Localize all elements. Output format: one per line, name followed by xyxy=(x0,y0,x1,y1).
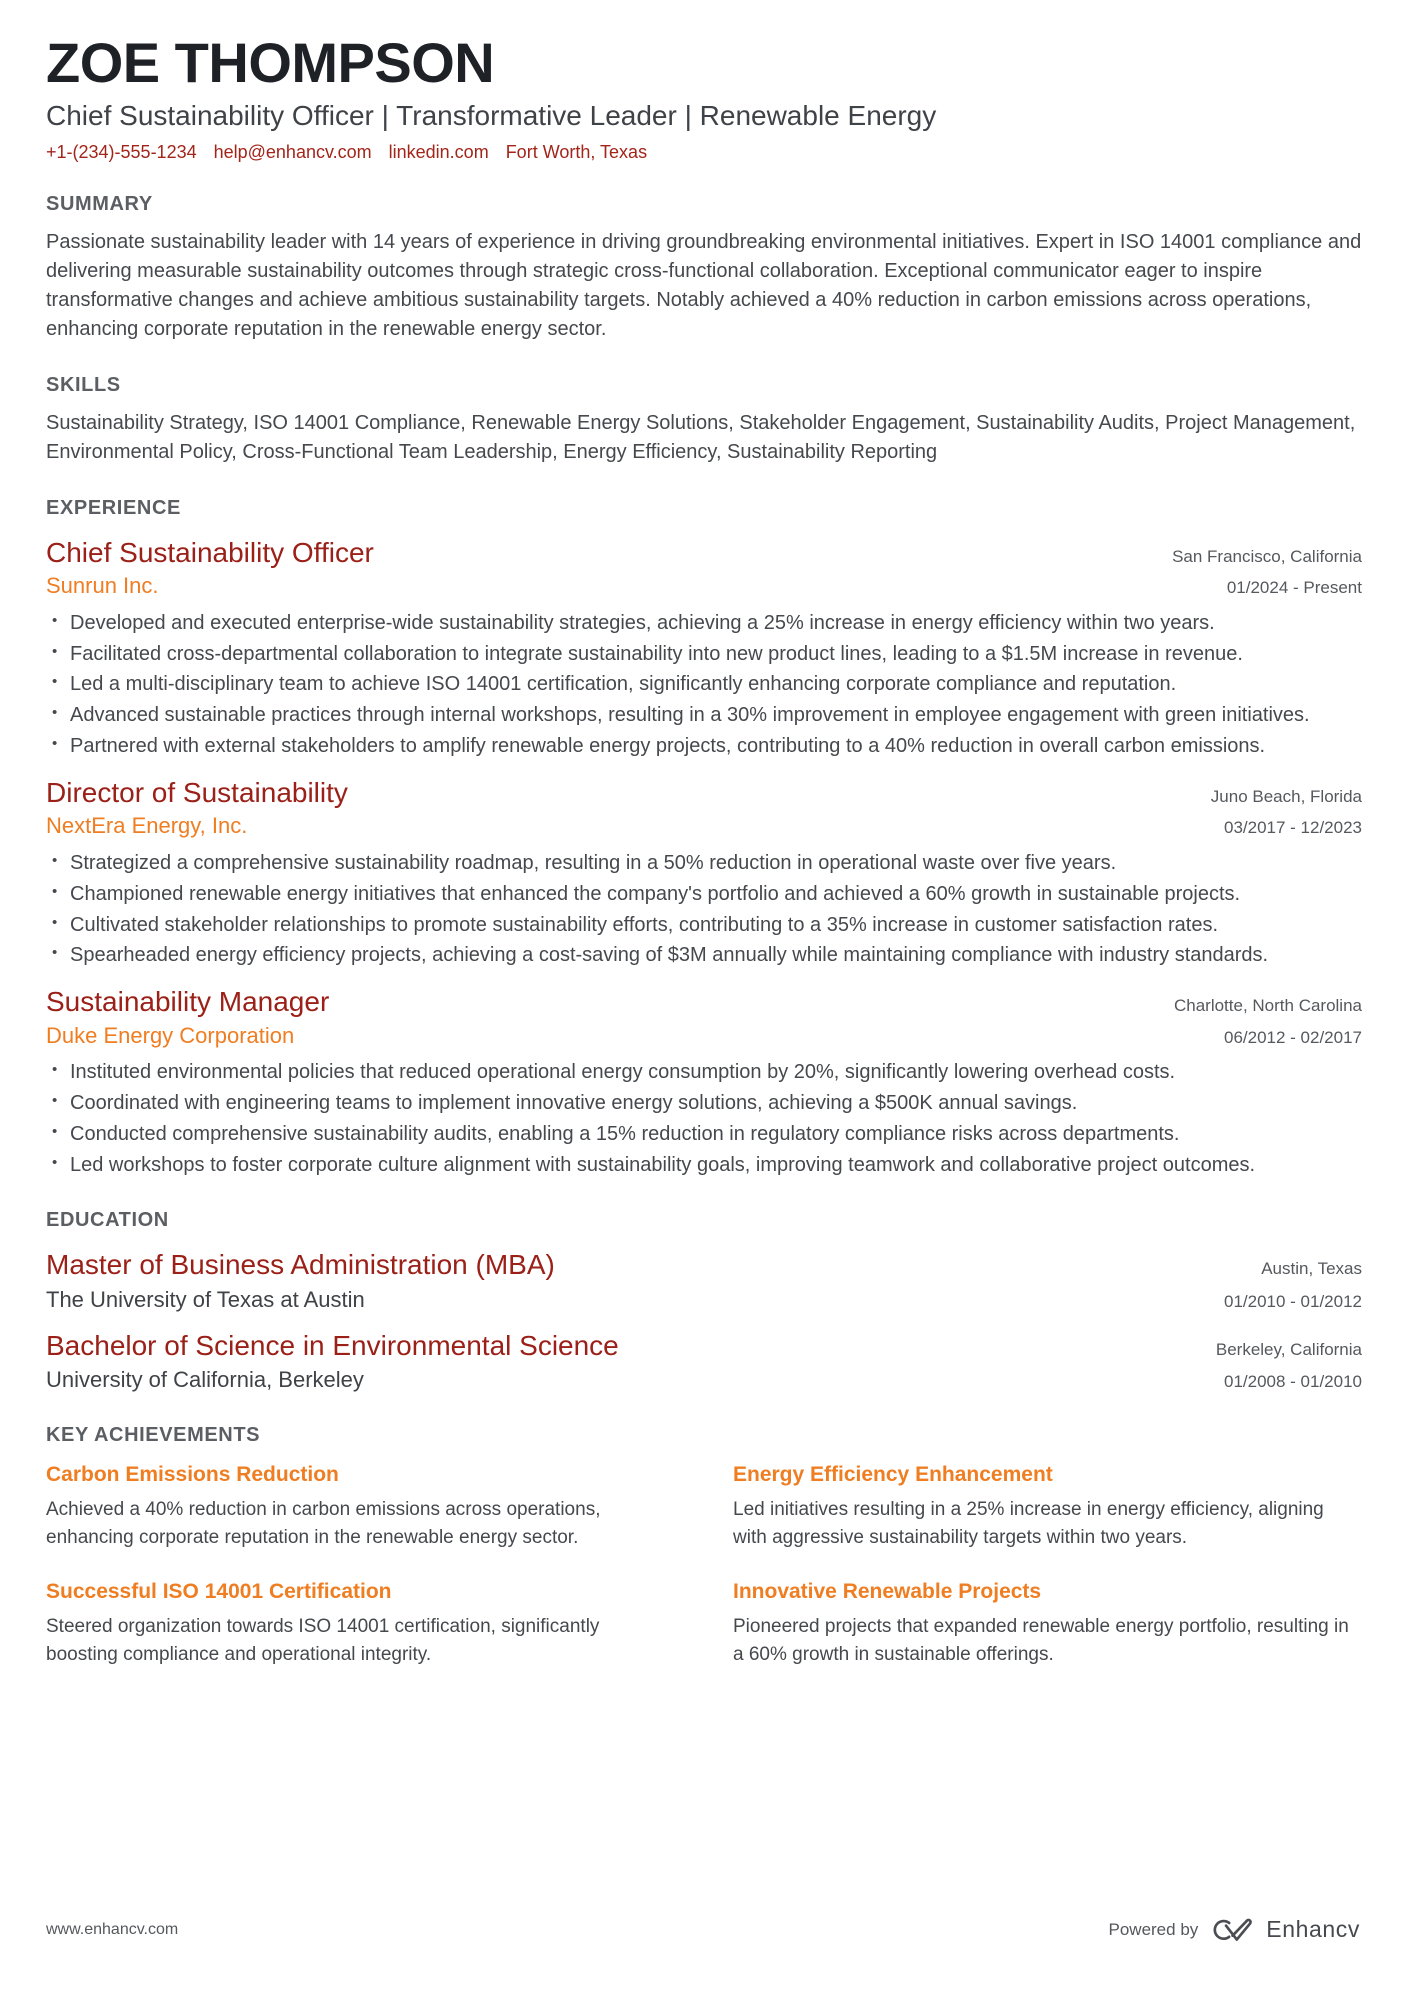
experience-entry xyxy=(46,776,1362,970)
job-title: Chief Sustainability Officer xyxy=(46,536,374,568)
job-title: Sustainability Manager xyxy=(46,986,330,1018)
candidate-headline: Chief Sustainability Officer | Transformative Leader | Renewable Energy xyxy=(46,99,937,131)
achievement-title: Carbon Emissions Reduction xyxy=(46,1462,339,1486)
degree-dates: 01/2010 - 01/2012 xyxy=(1223,1292,1362,1312)
job-location: San Francisco, California xyxy=(1172,546,1362,566)
powered-by-label: Powered by xyxy=(1108,1919,1199,1939)
achievement-item xyxy=(733,1461,1362,1552)
achievement-title: Energy Efficiency Enhancement xyxy=(733,1462,1053,1486)
achievement-item xyxy=(46,1461,675,1552)
job-location: Charlotte, North Carolina xyxy=(1173,996,1362,1016)
bullet-item: • Cultivated stakeholder relationships to promote sustainability efforts, contributing to a 35% increase in customer satisfaction rates. xyxy=(46,911,1362,940)
job-location: Juno Beach, Florida xyxy=(1210,786,1362,806)
contact-phone[interactable]: +1-(234)-555-1234 xyxy=(46,141,197,162)
achievement-text: Led initiatives resulting in a 25% increase in energy efficiency, aligning with aggressive sustainability targets within two years. xyxy=(733,1498,1324,1548)
achievement-title: Successful ISO 14001 Certification xyxy=(46,1579,392,1603)
education-section-heading: EDUCATION xyxy=(46,1209,169,1232)
skills-text: Sustainability Strategy, ISO 14001 Compliance, Renewable Energy Solutions, Stakeholder Engagement, Sustainability Audits, Project Management, Environmental Policy, Cross-Functional Team Leadership, Energy Efficiency, Sustainability Reporting xyxy=(46,411,1356,463)
achievement-item xyxy=(46,1578,675,1669)
brand-name: Enhancv xyxy=(1266,1916,1360,1942)
degree-dates: 01/2008 - 01/2010 xyxy=(1223,1372,1362,1392)
school-name: The University of Texas at Austin xyxy=(46,1287,365,1313)
bullet-item: • Led a multi-disciplinary team to achieve ISO 14001 certification, significantly enhancing corporate compliance and reputation. xyxy=(46,670,1362,699)
job-bullet-list xyxy=(46,609,1362,761)
summary-text: Passionate sustainability leader with 14 years of experience in driving groundbreaking environmental initiatives. Expert in ISO 14001 compliance and delivering measurable sustainability outcomes through strategic cross-functional collaboration. Exceptional communicator eager to inspire transformative changes and achieve ambitious sustainability targets. Notably achieved a 40% reduction in carbon emissions across operations, enhancing corporate reputation in the renewable energy sector. xyxy=(46,230,1362,340)
job-company: NextEra Energy, Inc. xyxy=(46,813,248,839)
job-dates: 01/2024 - Present xyxy=(1226,578,1362,598)
job-company: Sunrun Inc. xyxy=(46,573,159,599)
bullet-item: • Conducted comprehensive sustainability audits, enabling a 15% reduction in regulatory compliance risks across departments. xyxy=(46,1120,1362,1149)
powered-by-block[interactable] xyxy=(1109,1914,1361,1945)
education-entry xyxy=(46,1248,1362,1313)
achievement-text: Achieved a 40% reduction in carbon emissions across operations, enhancing corporate reputation in the renewable energy sector. xyxy=(46,1498,601,1548)
skills-section-heading: SKILLS xyxy=(46,373,121,396)
bullet-item: • Coordinated with engineering teams to implement innovative energy solutions, achieving a $500K annual savings. xyxy=(46,1089,1362,1118)
contact-row xyxy=(46,142,1362,163)
job-bullet-list xyxy=(46,849,1362,970)
experience-entry xyxy=(46,536,1362,761)
job-dates: 06/2012 - 02/2017 xyxy=(1223,1027,1362,1047)
bullet-item: • Instituted environmental policies that reduced operational energy consumption by 20%, significantly lowering overhead costs. xyxy=(46,1058,1362,1087)
achievements-section-heading: KEY ACHIEVEMENTS xyxy=(46,1423,261,1446)
education-entry xyxy=(46,1329,1362,1394)
achievement-item xyxy=(733,1578,1362,1669)
contact-email[interactable]: help@enhancv.com xyxy=(213,141,372,162)
bullet-item: • Spearheaded energy efficiency projects, achieving a cost-saving of $3M annually while maintaining compliance with industry standards. xyxy=(46,941,1362,970)
experience-entry xyxy=(46,985,1362,1179)
bullet-item: • Facilitated cross-departmental collaboration to integrate sustainability into new product lines, leading to a $1.5M increase in revenue. xyxy=(46,640,1362,669)
achievement-text: Steered organization towards ISO 14001 certification, significantly boosting compliance and operational integrity. xyxy=(46,1616,600,1665)
job-dates: 03/2017 - 12/2023 xyxy=(1223,818,1362,838)
bullet-item: • Advanced sustainable practices through internal workshops, resulting in a 30% improvement in employee engagement with green initiatives. xyxy=(46,701,1362,730)
summary-section-heading: SUMMARY xyxy=(46,192,153,215)
experience-section-heading: EXPERIENCE xyxy=(46,496,181,519)
job-bullet-list xyxy=(46,1058,1362,1179)
contact-linkedin[interactable]: linkedin.com xyxy=(388,141,489,162)
achievement-text: Pioneered projects that expanded renewable energy portfolio, resulting in a 60% growth in sustainable offerings. xyxy=(733,1616,1349,1665)
degree-location: Berkeley, California xyxy=(1215,1339,1362,1359)
degree-location: Austin, Texas xyxy=(1261,1259,1362,1279)
candidate-name: ZOE THOMPSON xyxy=(46,31,495,94)
job-title: Director of Sustainability xyxy=(46,776,348,808)
enhancv-logo-icon xyxy=(1209,1914,1255,1945)
job-company: Duke Energy Corporation xyxy=(46,1022,295,1048)
school-name: University of California, Berkeley xyxy=(46,1367,364,1393)
achievement-title: Innovative Renewable Projects xyxy=(733,1579,1042,1603)
bullet-item: • Led workshops to foster corporate culture alignment with sustainability goals, improving teamwork and collaborative project outcomes. xyxy=(46,1151,1362,1180)
bullet-item: • Developed and executed enterprise-wide sustainability strategies, achieving a 25% increase in energy efficiency within two years. xyxy=(46,609,1362,638)
degree-title: Master of Business Administration (MBA) xyxy=(46,1249,555,1281)
footer-website-link[interactable]: www.enhancv.com xyxy=(46,1920,179,1938)
degree-title: Bachelor of Science in Environmental Science xyxy=(46,1329,619,1361)
bullet-item: • Partnered with external stakeholders to amplify renewable energy projects, contributing to a 40% reduction in overall carbon emissions. xyxy=(46,732,1362,761)
page-footer xyxy=(46,1914,1360,1945)
bullet-item: • Strategized a comprehensive sustainability roadmap, resulting in a 50% reduction in operational waste over five years. xyxy=(46,849,1362,878)
contact-location: Fort Worth, Texas xyxy=(505,141,648,162)
bullet-item: • Championed renewable energy initiatives that enhanced the company's portfolio and achieved a 60% growth in sustainable projects. xyxy=(46,880,1362,909)
achievements-grid xyxy=(46,1461,1362,1669)
